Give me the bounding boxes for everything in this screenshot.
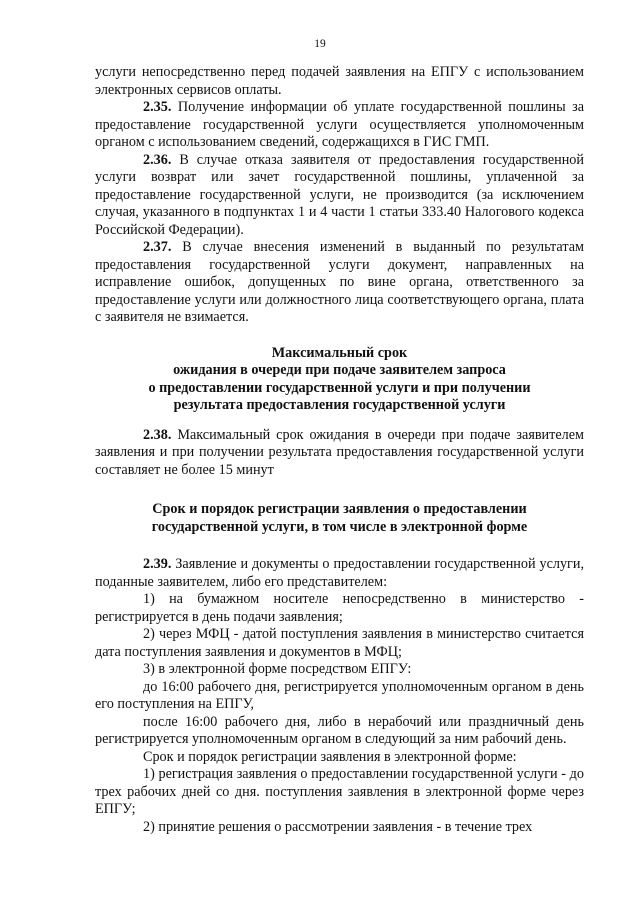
list-item	[95, 591, 584, 626]
page-number: 19	[314, 38, 326, 50]
paragraph-number: 2.35.	[143, 99, 172, 115]
heading-line: Максимальный срок	[271, 344, 408, 361]
heading-line: о предоставлении государственной услуги и при получении	[148, 379, 531, 396]
list-item	[95, 626, 584, 661]
heading-line: государственной услуги, в том числе в электронной форме	[151, 518, 528, 535]
paragraph-2-36	[95, 152, 584, 240]
paragraph-text: 1) регистрация заявления о предоставлении государственной услуги - до трех рабочих дней со дня. поступления заявления в электронной форме через ЕПГУ;	[95, 766, 584, 817]
paragraph-text: 3) в электронной форме посредством ЕПГУ:	[143, 661, 412, 677]
paragraph-2-39	[95, 556, 584, 591]
paragraph-text: Заявление и документы о предоставлении государственной услуги, поданные заявителем, либо его представителем:	[95, 556, 584, 590]
section-heading-queue	[95, 345, 584, 415]
paragraph-continuation	[95, 64, 584, 99]
list-item	[95, 661, 584, 679]
paragraph-text: до 16:00 рабочего дня, регистрируется уполномоченным органом в день его поступления на ЕПГУ,	[95, 678, 584, 712]
paragraph-text: В случае внесения изменений в выданный по результатам предоставления государственной услуги документ, направленных на исправление ошибок, допущенных по вине органа, ответственного за предоставление услуги или должностного лица соответствующего органа, плата с заявителя не взимается.	[95, 239, 584, 325]
paragraph-text: 2) принятие решения о рассмотрении заявления - в течение трех	[143, 818, 533, 835]
paragraph-text: 1) на бумажном носителе непосредственно в министерство - регистрируется в день подачи заявления;	[95, 591, 584, 625]
paragraph-2-35	[95, 99, 584, 152]
paragraph-text: 2) через МФЦ - датой поступления заявления в министерство считается дата поступления заявления и документов в МФЦ;	[95, 626, 584, 660]
paragraph-2-37	[95, 239, 584, 327]
paragraph-text: Максимальный срок ожидания в очереди при подаче заявителем заявления и при получении результата предоставления государственной услуги составляет не более 15 минут	[95, 426, 584, 478]
heading-line: ожидания в очереди при подаче заявителем запроса	[173, 362, 506, 378]
paragraph-number: 2.37.	[143, 239, 172, 255]
list-item	[95, 749, 584, 767]
heading-line: результата предоставления государственной услуги	[173, 397, 506, 413]
paragraph-2-38	[95, 427, 584, 480]
list-item	[95, 819, 584, 837]
list-item	[95, 679, 584, 714]
paragraph-text: после 16:00 рабочего дня, либо в нерабочий или праздничный день регистрируется уполномоченным органом в следующий за ним рабочий день.	[95, 713, 584, 747]
paragraph-text: услуги непосредственно перед подачей заявления на ЕПГУ с использованием электронных сервисов оплаты.	[95, 64, 584, 98]
list-item	[95, 766, 584, 819]
paragraph-number: 2.36.	[143, 151, 172, 168]
document-body	[95, 64, 584, 836]
paragraph-text: Получение информации об уплате государственной пошлины за предоставление государственной услуги осуществляется уполномоченным органом с использованием сведений, содержащихся в ГИС ГМП.	[95, 99, 584, 150]
paragraph-text: В случае отказа заявителя от предоставления государственной услуги возврат или зачет государственной пошлины, уплаченной за предоставление государственной услуги, не производится (за исключением случая, указанного в подпунктах 1 и 4 части 1 статьи 333.40 Налогового кодекса Российской Федерации).	[95, 151, 584, 238]
paragraph-text: Срок и порядок регистрации заявления в электронной форме:	[143, 748, 517, 765]
list-item	[95, 714, 584, 749]
paragraph-number: 2.39.	[143, 556, 172, 572]
section-heading-registration	[95, 501, 584, 536]
paragraph-number: 2.38.	[143, 426, 172, 443]
heading-line: Срок и порядок регистрации заявления о предоставлении	[152, 501, 527, 517]
